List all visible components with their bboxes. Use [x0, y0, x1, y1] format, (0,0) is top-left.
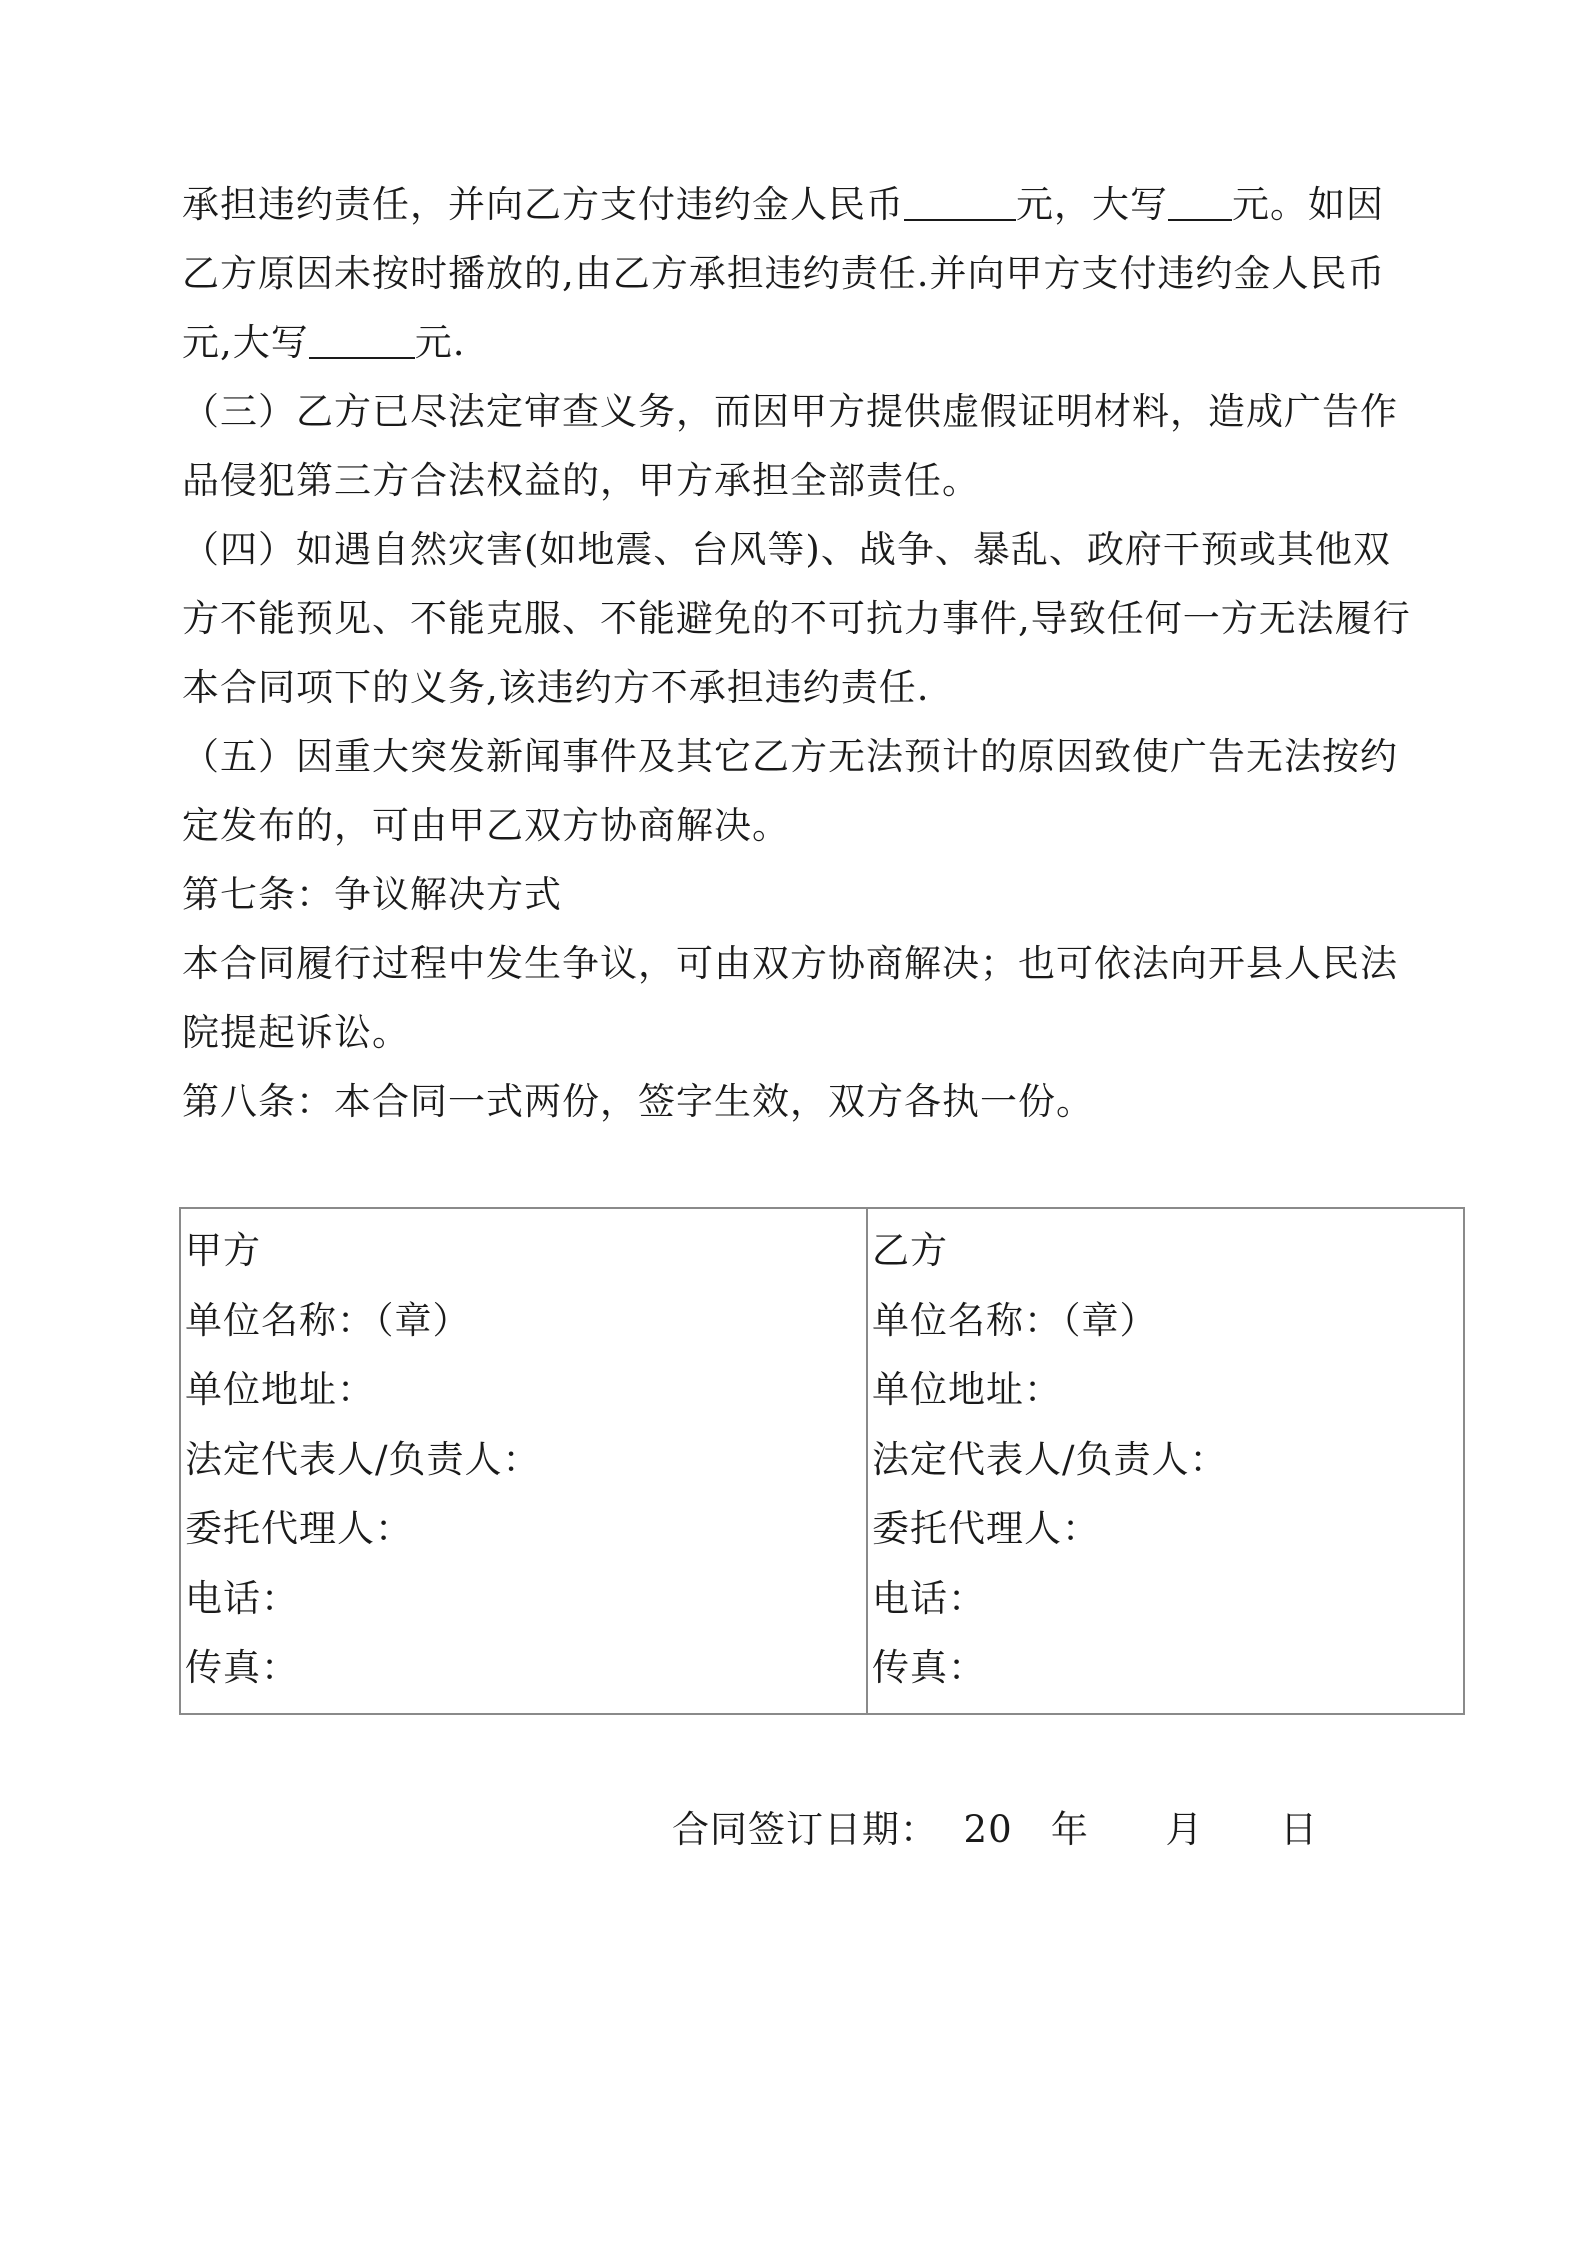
penalty-text-1: 承担违约责任，并向乙方支付违约金人民币 [182, 183, 904, 226]
paragraph-clause-5: （五）因重大突发新闻事件及其它乙方无法预计的原因致使广告无法按约定发布的，可由甲乙双方协商解决。 [182, 735, 1398, 847]
signing-date-label: 合同签订日期： [672, 1808, 938, 1851]
party-b-agent: 委托代理人： [872, 1507, 1100, 1550]
paragraph-clause-4: （四）如遇自然灾害(如地震、台风等)、战争、暴乱、政府干预或其他双方不能预见、不能克服、不能避免的不可抗力事件,导致任何一方无法履行本合同项下的义务,该违约方不承担违约责任. [182, 528, 1411, 709]
amount-words-blank [1168, 182, 1232, 221]
party-b-phone: 电话： [872, 1576, 986, 1620]
party-b-rep: 法定代表人/负责人： [872, 1437, 1228, 1481]
penalty-text-2: 元，大写 [1016, 183, 1168, 226]
signature-table [179, 1207, 1465, 1715]
amount-blank [904, 182, 1016, 221]
party-a-rep: 法定代表人/负责人： [185, 1437, 541, 1481]
party-a-address: 单位地址： [185, 1368, 375, 1411]
paragraph-clause-3: （三）乙方已尽法定审查义务，而因甲方提供虚假证明材料，造成广告作品侵犯第三方合法权益的，甲方承担全部责任。 [182, 390, 1398, 502]
party-a-phone: 电话： [185, 1576, 299, 1620]
penalty-text-3: 元。如因乙方原因未按时播放的,由乙方承担违约责任.并向甲方支付违约金人民币元,大写 [182, 183, 1386, 364]
contract-body [182, 170, 1412, 1136]
party-a-name: 单位名称：（章） [185, 1298, 471, 1342]
signature-row [180, 1208, 1464, 1714]
article-7-text: 本合同履行过程中发生争议，可由双方协商解决；也可依法向开县人民法院提起诉讼。 [182, 942, 1398, 1054]
penalty-text-4: 元. [414, 321, 466, 364]
party-a-cell [180, 1208, 867, 1714]
party-b-name: 单位名称：（章） [872, 1298, 1158, 1342]
party-b-address: 单位地址： [872, 1368, 1062, 1411]
signing-day-label: 日 [1280, 1808, 1319, 1851]
signing-year-label: 年 [1050, 1808, 1089, 1851]
party-a-title: 甲方 [185, 1229, 261, 1272]
signing-date-line [672, 1800, 1318, 1860]
party-b-cell [867, 1208, 1464, 1714]
article-7-heading: 第七条：争议解决方式 [182, 873, 562, 916]
paragraph-penalty [182, 170, 1412, 377]
party-a-fax: 传真： [185, 1646, 299, 1689]
signing-century: 20 [963, 1808, 1013, 1851]
party-b-title: 乙方 [872, 1229, 948, 1272]
signing-month-label: 月 [1165, 1808, 1204, 1851]
amount-words-blank-2 [309, 320, 415, 359]
party-b-fax: 传真： [872, 1646, 986, 1689]
article-8-text: 第八条：本合同一式两份，签字生效，双方各执一份。 [182, 1080, 1094, 1123]
party-a-agent: 委托代理人： [185, 1507, 413, 1550]
